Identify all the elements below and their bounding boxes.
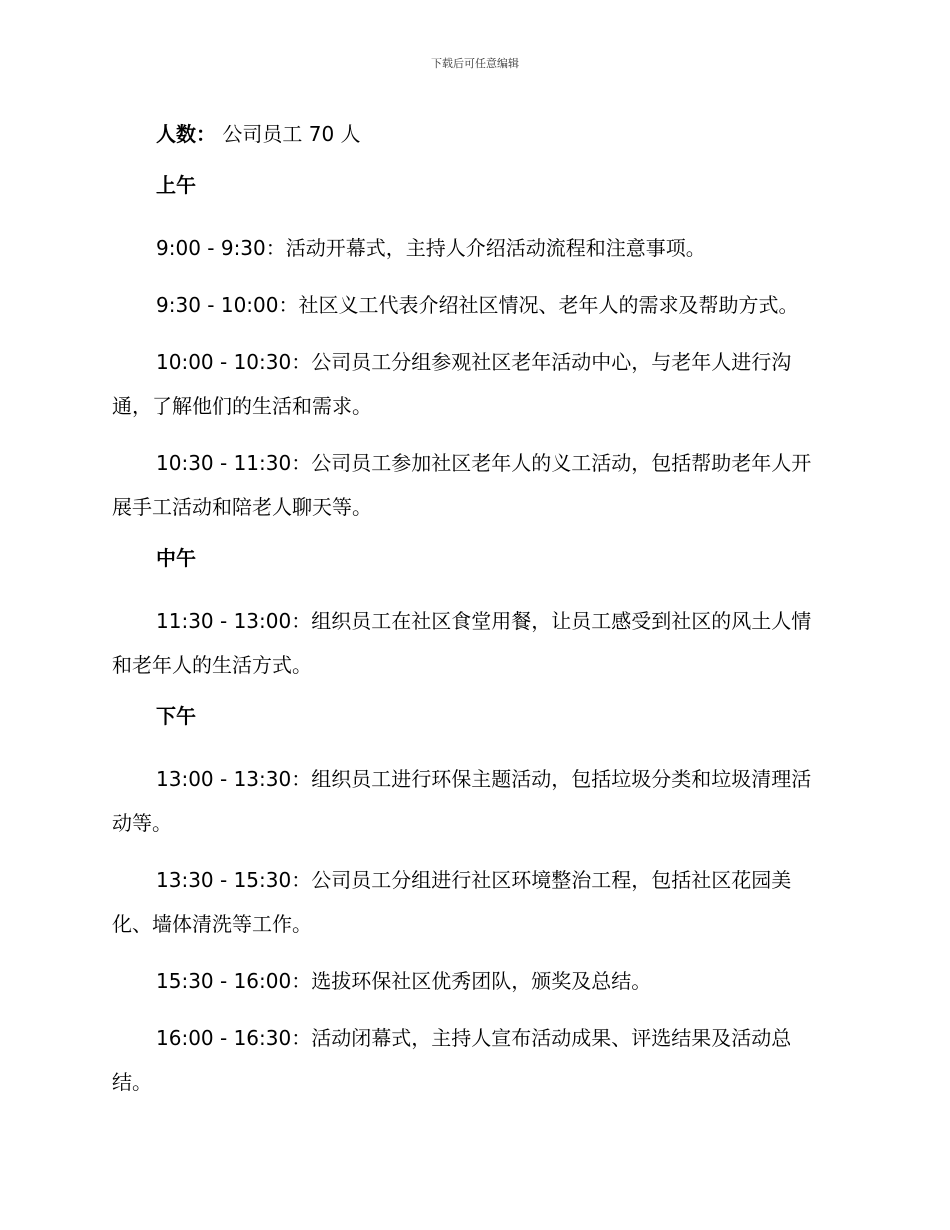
section-title-morning: 上午 — [156, 173, 196, 197]
schedule-time: 11:30 - 13:00 — [156, 609, 292, 633]
schedule-separator: ： — [291, 868, 312, 892]
schedule-time: 16:00 - 16:30 — [156, 1026, 292, 1050]
schedule-item — [112, 226, 828, 270]
schedule-separator: ： — [291, 969, 312, 993]
schedule-item — [112, 441, 828, 529]
page-header-note: 下载后可任意编辑 — [431, 57, 519, 70]
schedule-text: 活动开幕式，主持人介绍活动流程和注意事项。 — [285, 236, 706, 260]
schedule-item — [112, 599, 828, 687]
schedule-time: 10:30 - 11:30 — [156, 451, 292, 475]
section-title-noon: 中午 — [156, 546, 196, 570]
schedule-separator: ： — [278, 293, 299, 317]
schedule-time: 15:30 - 16:00 — [156, 969, 292, 993]
headcount-line — [112, 112, 828, 156]
schedule-separator: ： — [291, 609, 312, 633]
schedule-item — [112, 340, 828, 428]
schedule-time: 9:30 - 10:00 — [156, 293, 279, 317]
schedule-item — [112, 283, 828, 327]
headcount-value: 公司员工 70 人 — [222, 122, 361, 146]
section-title-afternoon: 下午 — [156, 704, 196, 728]
headcount-label: 人数： — [156, 122, 216, 146]
schedule-text: 选拔环保社区优秀团队，颁奖及总结。 — [311, 969, 652, 993]
schedule-item — [112, 959, 828, 1003]
schedule-text: 公司员工分组参观社区老年活动中心，与老年人进行沟通，了解他们的生活和需求。 — [112, 350, 792, 418]
schedule-separator: ： — [291, 1026, 312, 1050]
schedule-item — [112, 757, 828, 845]
schedule-time: 13:00 - 13:30 — [156, 767, 292, 791]
schedule-item — [112, 1016, 828, 1104]
schedule-separator: ： — [291, 451, 312, 475]
schedule-text: 社区义工代表介绍社区情况、老年人的需求及帮助方式。 — [298, 293, 799, 317]
schedule-text: 公司员工参加社区老年人的义工活动，包括帮助老年人开展手工活动和陪老人聊天等。 — [112, 451, 812, 519]
schedule-text: 组织员工进行环保主题活动，包括垃圾分类和垃圾清理活动等。 — [112, 767, 812, 835]
schedule-text: 组织员工在社区食堂用餐，让员工感受到社区的风土人情和老年人的生活方式。 — [112, 609, 812, 677]
schedule-separator: ： — [291, 767, 312, 791]
schedule-text: 活动闭幕式，主持人宣布活动成果、评选结果及活动总结。 — [112, 1026, 792, 1094]
document-body — [112, 112, 828, 1117]
schedule-time: 9:00 - 9:30 — [156, 236, 266, 260]
schedule-text: 公司员工分组进行社区环境整治工程，包括社区花园美化、墙体清洗等工作。 — [112, 868, 792, 936]
schedule-item — [112, 858, 828, 946]
schedule-separator: ： — [265, 236, 286, 260]
schedule-time: 13:30 - 15:30 — [156, 868, 292, 892]
schedule-separator: ： — [291, 350, 312, 374]
schedule-time: 10:00 - 10:30 — [156, 350, 292, 374]
